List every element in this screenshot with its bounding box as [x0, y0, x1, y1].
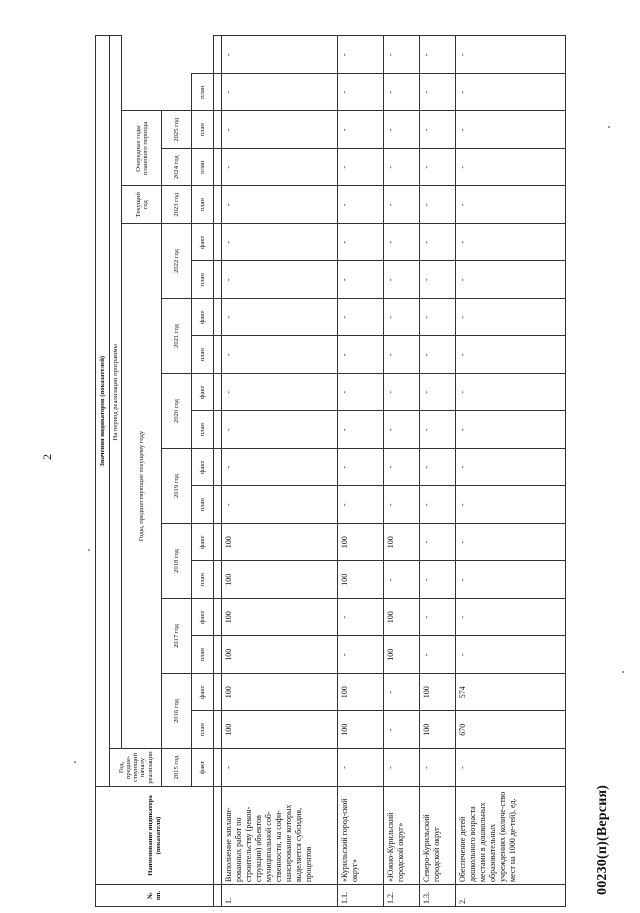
header-year-before: Год, предше-ствующий началу реализации [110, 749, 162, 787]
value-cell: - [420, 336, 456, 374]
value-cell: - [456, 299, 566, 337]
value-cell: - [384, 299, 420, 337]
fact-header: факт [192, 449, 214, 487]
scan-speck [622, 671, 624, 673]
scan-speck [74, 761, 76, 763]
year-header: 2016 год [162, 674, 192, 749]
value-cell: - [222, 299, 338, 337]
value-cell: - [420, 299, 456, 337]
value-cell: - [384, 149, 420, 187]
value-cell: - [420, 149, 456, 187]
value-cell: - [384, 111, 420, 149]
fact-header: факт [192, 674, 214, 712]
value-cell: 100 [384, 636, 420, 674]
value-cell: - [222, 111, 338, 149]
header-current-year: Текущий год [122, 186, 162, 224]
year-header: 2015 год [162, 749, 192, 787]
value-cell: - [420, 411, 456, 449]
value-cell: - [420, 524, 456, 562]
value-cell: - [222, 224, 338, 262]
indicator-name: Выполнение заплани-рованных работ по строительству (рекон-струкции) объектов муниципальной соб-ственности, на софи-нансирование которых выделяется субсидия, процентов [222, 787, 338, 885]
value-cell: - [456, 111, 566, 149]
fact-header: факт [192, 224, 214, 262]
value-cell: - [222, 149, 338, 187]
value-cell: - [222, 411, 338, 449]
value-cell: - [338, 486, 384, 524]
value-cell: - [222, 74, 338, 112]
header-name: Наименование индикатора (показателя) [96, 787, 214, 885]
value-cell: - [338, 749, 384, 787]
value-cell: - [338, 111, 384, 149]
value-cell: - [420, 224, 456, 262]
value-cell: 100 [222, 561, 338, 599]
year-header: 2022 год [162, 224, 192, 299]
value-cell: - [222, 486, 338, 524]
year-header: 2021 год [162, 299, 192, 374]
value-cell: - [222, 374, 338, 412]
page-number: 2 [40, 454, 54, 460]
plan-header: план [192, 149, 214, 187]
value-cell: - [456, 74, 566, 112]
value-cell: - [456, 599, 566, 637]
value-cell: - [456, 336, 566, 374]
plan-header: план [192, 561, 214, 599]
value-cell: 100 [420, 711, 456, 749]
value-cell: - [384, 186, 420, 224]
indicator-name: Обеспечение детей дошкольного возраста местами в дошкольных образовательных учреждениях (количе-ство мест на 1000 де-тей), ед. [456, 787, 566, 885]
value-cell: - [420, 186, 456, 224]
value-cell: - [456, 261, 566, 299]
fact-header: факт [192, 524, 214, 562]
value-cell: - [384, 261, 420, 299]
year-header: 2025 год [162, 111, 192, 149]
plan-header: план [192, 186, 214, 224]
value-cell: - [384, 674, 420, 712]
value-cell: - [456, 636, 566, 674]
value-cell: - [222, 261, 338, 299]
value-cell: - [456, 36, 566, 74]
plan-header: план [192, 636, 214, 674]
scan-speck [88, 549, 90, 551]
value-cell: - [384, 224, 420, 262]
year-header: 2018 год [162, 524, 192, 599]
value-cell: 100 [222, 636, 338, 674]
value-cell: 100 [384, 524, 420, 562]
value-cell: - [420, 74, 456, 112]
table-row [384, 36, 420, 907]
value-cell: - [420, 449, 456, 487]
plan-header: план [192, 74, 214, 112]
value-cell: - [384, 711, 420, 749]
fact-header: факт [192, 299, 214, 337]
indicator-name: Северо-Курильский городской округ [420, 787, 456, 885]
value-cell: - [384, 749, 420, 787]
table-row [456, 36, 566, 907]
value-cell: - [456, 449, 566, 487]
value-cell: - [222, 36, 338, 74]
value-cell: - [338, 186, 384, 224]
value-cell: 100 [222, 674, 338, 712]
value-cell: - [338, 411, 384, 449]
value-cell: 100 [338, 711, 384, 749]
value-cell: - [456, 561, 566, 599]
row-number: 2. [456, 885, 566, 907]
value-cell: - [456, 149, 566, 187]
value-cell: - [420, 599, 456, 637]
value-cell: - [384, 486, 420, 524]
value-cell: - [420, 36, 456, 74]
value-cell: 100 [338, 524, 384, 562]
plan-header: план [192, 111, 214, 149]
plan-header: план [192, 486, 214, 524]
value-cell: - [338, 336, 384, 374]
value-cell: 100 [338, 674, 384, 712]
value-cell: - [420, 261, 456, 299]
value-cell: - [456, 186, 566, 224]
value-cell: - [384, 374, 420, 412]
value-cell: - [338, 261, 384, 299]
footer-code: 00230(п)(Версия) [595, 784, 610, 895]
row-number: 1.2. [384, 885, 420, 907]
value-cell: - [222, 449, 338, 487]
value-cell: - [384, 36, 420, 74]
header-num: № пп. [96, 885, 214, 907]
plan-header: план [192, 261, 214, 299]
value-cell: 100 [222, 599, 338, 637]
value-cell: - [420, 561, 456, 599]
plan-header: план [192, 711, 214, 749]
value-cell: - [456, 411, 566, 449]
value-cell: - [222, 336, 338, 374]
indicator-name: «Южно-Курильский городской округ» [384, 787, 420, 885]
value-cell: - [420, 749, 456, 787]
value-cell: - [420, 374, 456, 412]
value-cell: - [222, 749, 338, 787]
value-cell: 100 [384, 599, 420, 637]
header-years-before-current: Годы, предшествующие текущему году [122, 224, 162, 749]
year-header: 2024 год [162, 149, 192, 187]
value-cell: - [338, 374, 384, 412]
table-row [222, 36, 338, 907]
value-cell: - [338, 149, 384, 187]
value-cell: 100 [338, 561, 384, 599]
value-cell: 670 [456, 711, 566, 749]
scan-speck [608, 126, 610, 128]
value-cell: - [338, 74, 384, 112]
value-cell: - [456, 524, 566, 562]
value-cell: - [420, 111, 456, 149]
fact-header: факт [192, 599, 214, 637]
table-body [222, 36, 566, 907]
row-number: 1.3. [420, 885, 456, 907]
year-header: 2020 год [162, 374, 192, 449]
value-cell: - [420, 636, 456, 674]
header-values: Значения индикаторов (показателей) [96, 36, 110, 787]
value-cell: - [338, 299, 384, 337]
row-number: 1.1. [338, 885, 384, 907]
header-next-years: Очередные годы планового периода [122, 111, 162, 186]
value-cell: - [338, 636, 384, 674]
year-header: 2017 год [162, 599, 192, 674]
value-cell: - [384, 561, 420, 599]
value-cell: - [384, 449, 420, 487]
value-cell: - [384, 336, 420, 374]
value-cell: - [338, 36, 384, 74]
value-cell: - [456, 224, 566, 262]
header-program-period: На период реализации программы [110, 36, 122, 749]
table-row [338, 36, 384, 907]
value-cell: 100 [222, 524, 338, 562]
value-cell: - [338, 224, 384, 262]
plan-header: план [192, 336, 214, 374]
value-cell: - [338, 449, 384, 487]
row-number: 1. [222, 885, 338, 907]
value-cell: 574 [456, 674, 566, 712]
value-cell: - [338, 599, 384, 637]
year-header: 2023 год [162, 186, 192, 224]
value-cell: - [384, 74, 420, 112]
value-cell: - [384, 411, 420, 449]
value-cell: 100 [420, 674, 456, 712]
fact-header: факт [192, 374, 214, 412]
fact-header: факт [192, 749, 214, 787]
value-cell: - [456, 374, 566, 412]
value-cell: - [456, 749, 566, 787]
indicator-table [95, 35, 566, 907]
table-row [420, 36, 456, 907]
year-header: 2019 год [162, 449, 192, 524]
value-cell: - [222, 186, 338, 224]
value-cell: - [456, 486, 566, 524]
indicator-name: «Курильский город-ской округ» [338, 787, 384, 885]
plan-header: план [192, 411, 214, 449]
value-cell: 100 [222, 711, 338, 749]
value-cell: - [420, 486, 456, 524]
